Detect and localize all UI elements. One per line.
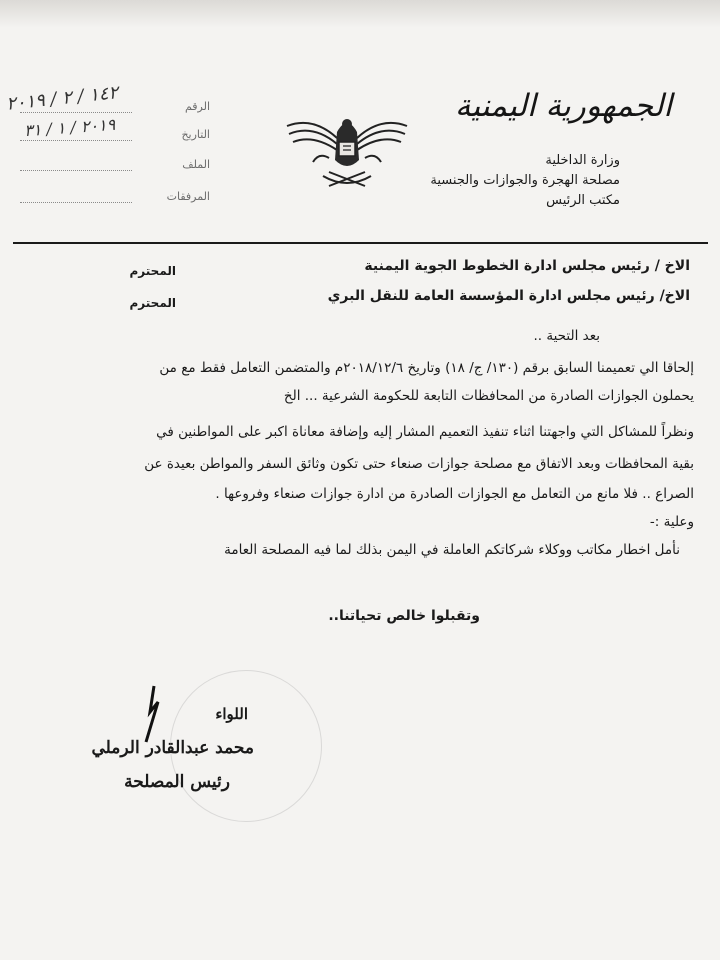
request-line: نأمل اخطار مكاتب ووكلاء شركاتكم العاملة في اليمن بذلك لما فيه المصلحة العامة [224, 542, 680, 558]
body-line: بقية المحافظات وبعد الاتفاق مع مصلحة جوازات صنعاء حتى تكون وثائق السفر والمواطن بعيدة عن [144, 456, 694, 472]
closing-line: وتقبلوا خالص تحياتنا.. [328, 608, 480, 624]
country-name-calligraphy: الجمهورية اليمنية [454, 88, 672, 124]
number-label: الرقم [184, 100, 210, 113]
body-line: إلحاقا الي تعميمنا السابق برقم (١٣٠/ ج/ ١٨) وتاريخ ٢٠١٨/١٢/٦م والمتضمن التعامل فقط مع من [159, 360, 694, 376]
addressee-respect: المحترم [129, 264, 176, 278]
addressee-line: الاخ/ رئيس مجلس ادارة المؤسسة العامة للنقل البري [327, 288, 690, 304]
scan-shadow [0, 0, 720, 28]
signatory-rank: اللواء [215, 705, 248, 723]
addressee-respect: المحترم [129, 296, 176, 310]
date-label: التاريخ [181, 128, 210, 141]
date-handwritten: ٢٠١٩ / ١ / ٣١ [23, 114, 116, 141]
file-label: الملف [182, 158, 210, 171]
attachments-field-line [20, 182, 132, 203]
signatory-name: محمد عبدالقادر الرملي [91, 738, 254, 758]
body-line: ونظراً للمشاكل التي واجهتنا اثناء تنفيذ التعميم المشار إليه وإضافة معاناة اكبر على المواطنين في [156, 424, 694, 440]
signatory-title: رئيس المصلحة [124, 772, 230, 792]
body-line: الصراع .. فلا مانع من التعامل مع الجوازات الصادرة من ادارة جوازات صنعاء وفروعها . [215, 486, 694, 502]
attachments-label: المرفقات [166, 190, 210, 203]
addressee-line: الاخ / رئيس مجلس ادارة الخطوط الجوية اليمنية [364, 258, 690, 274]
header-divider [13, 242, 708, 244]
body-line: يحملون الجوازات الصادرة من المحافظات التابعة للحكومة الشرعية ... الخ [283, 388, 694, 404]
office-name: مكتب الرئيس [546, 193, 620, 208]
file-field-line [20, 150, 132, 171]
ministry-name: وزارة الداخلية [545, 153, 620, 168]
therefore-line: وعلية :- [649, 514, 694, 530]
eagle-emblem-icon [283, 112, 411, 194]
authority-name: مصلحة الهجرة والجوازات والجنسية [430, 173, 620, 188]
number-handwritten: ١٤٢ / ٢ / ٢٠١٩ [5, 82, 120, 115]
greeting: بعد التحية .. [533, 328, 600, 344]
